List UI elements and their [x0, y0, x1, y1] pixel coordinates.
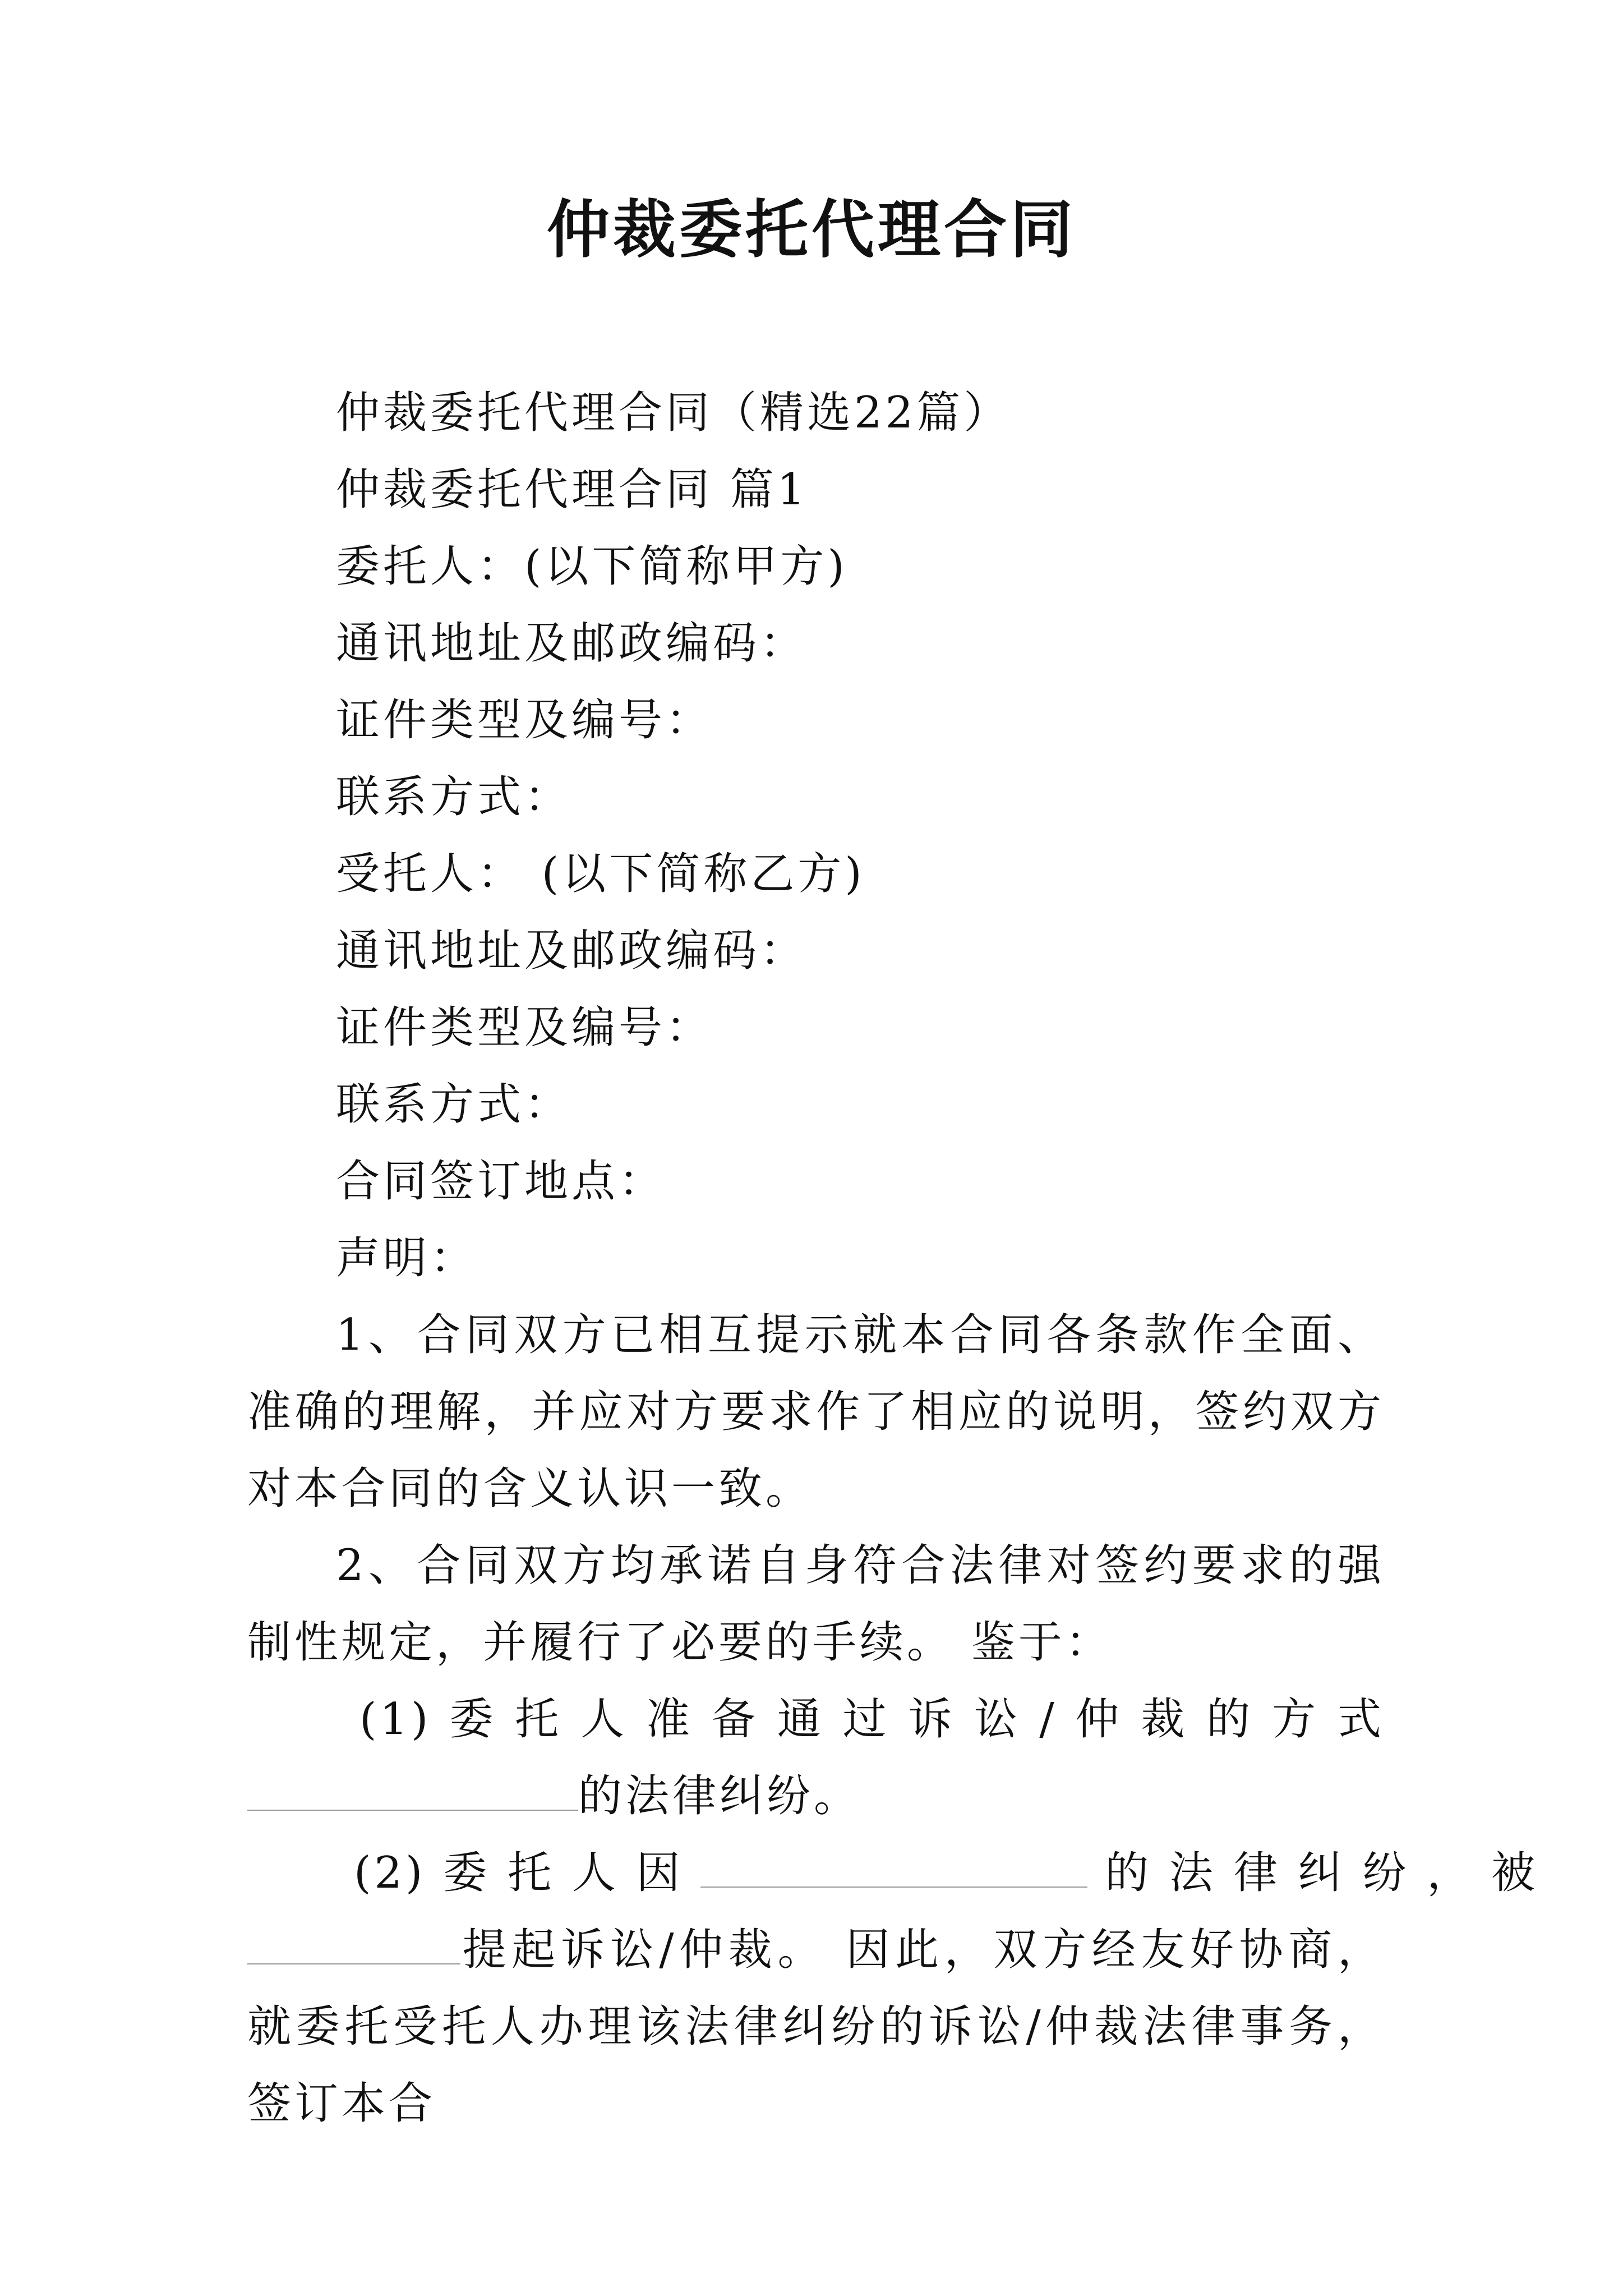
document-title: 仲裁委托代理合同 [547, 193, 1076, 266]
declaration-heading: 声明： [336, 1233, 478, 1283]
field-agent-id: 证件类型及编号： [336, 1002, 713, 1053]
field-principal: 委托人：(以下简称甲方) [336, 541, 848, 592]
recital-1-end: 的法律纠纷。 [578, 1771, 861, 1821]
recital-2-start: (2) 委 托 人 因 [354, 1848, 684, 1898]
field-signing-place: 合同签订地点： [336, 1156, 666, 1207]
recital-1-continuation [247, 1758, 1385, 1835]
field-agent: 受托人： (以下简称乙方) [336, 849, 865, 899]
recital-2-continuation [247, 1912, 1385, 2142]
field-agent-address: 通讯地址及邮政编码： [336, 926, 808, 976]
recital-1-text: (1) 委 托 人 准 备 通 过 诉 讼 / 仲 裁 的 方 式 [359, 1694, 1385, 1745]
field-agent-contact: 联系方式： [336, 1079, 572, 1130]
recital-2-middle: 的 法 律 纠 纷 ， 被 [1105, 1848, 1539, 1898]
field-principal-id: 证件类型及编号： [336, 695, 713, 746]
subtitle-line: 仲裁委托代理合同（精选22篇） [336, 388, 1011, 438]
blank-party-field [247, 1924, 460, 1964]
declaration-clause-2: 2、合同双方均承诺自身符合法律对签约要求的强制性规定，并履行了必要的手续。 鉴于： [247, 1540, 1385, 1668]
blank-cause-field [700, 1847, 1087, 1888]
recital-1-line [247, 1681, 1385, 1758]
recital-2-end: 提起诉讼/仲裁。 因此，双方经友好协商，就委托受托人办理该法律纠纷的诉讼/仲裁法律事务，签订本合 [247, 1925, 1385, 2129]
recital-2-line [247, 1835, 1539, 1912]
declaration-clause-1: 1、合同双方已相互提示就本合同各条款作全面、准确的理解，并应对方要求作了相应的说明，签约双方对本合同的含义认识一致。 [247, 1310, 1385, 1514]
blank-dispute-field [247, 1770, 578, 1811]
document-body [247, 375, 1539, 2142]
section-heading: 仲裁委托代理合同 篇1 [336, 464, 809, 515]
field-principal-contact: 联系方式： [336, 772, 572, 822]
field-principal-address: 通讯地址及邮政编码： [336, 618, 808, 669]
